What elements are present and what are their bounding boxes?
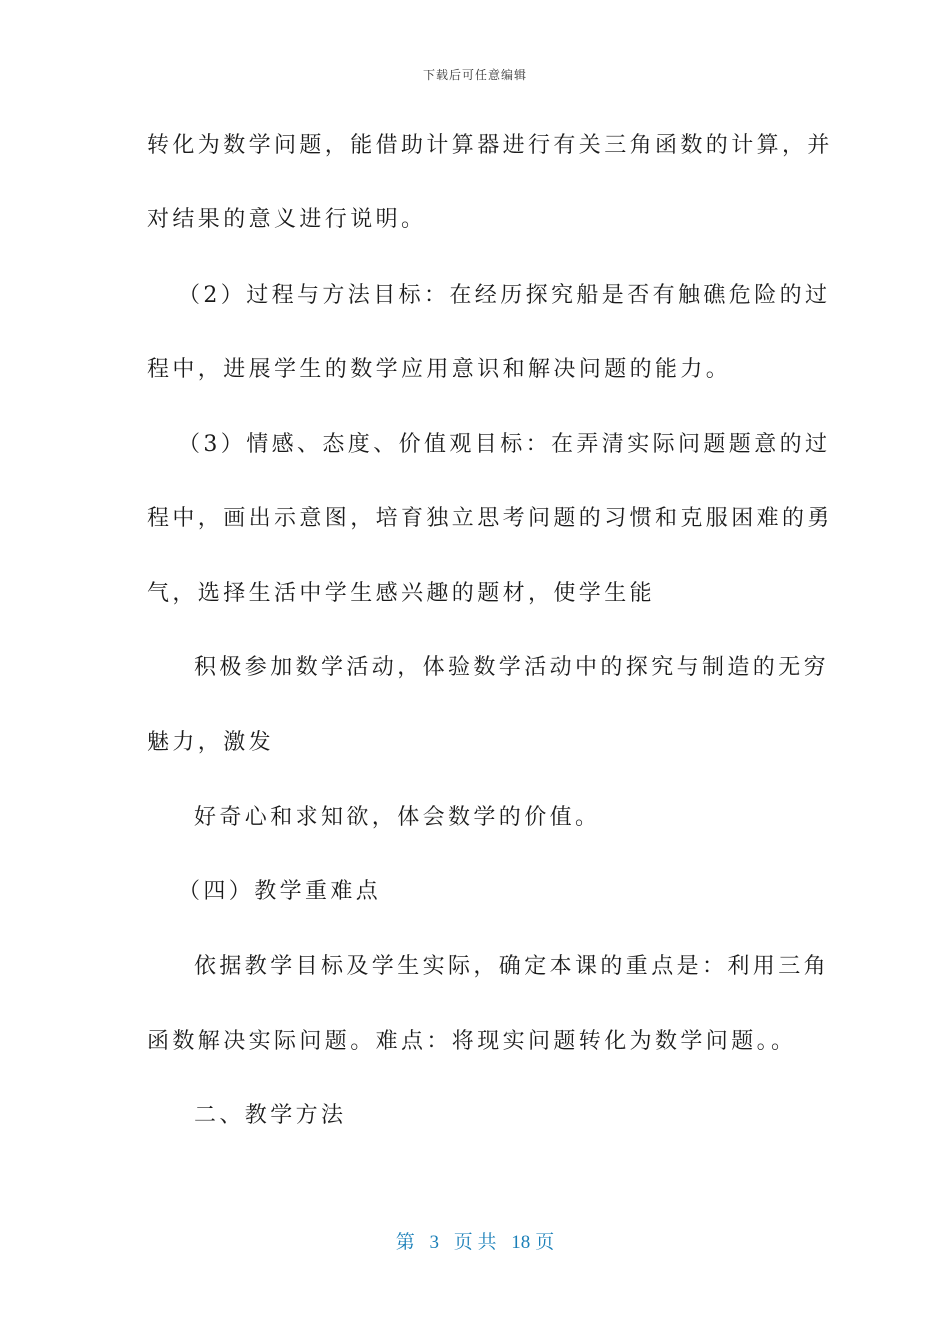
footer-middle: 页 共 <box>453 1232 497 1253</box>
text-line-7: 气，选择生活中学生感兴趣的题材，使学生能 <box>147 581 656 606</box>
page-footer <box>0 1227 950 1254</box>
text-line-5: （3）情感、态度、价值观目标：在弄清实际问题题意的过 <box>178 432 831 457</box>
footer-current-page: 3 <box>429 1232 439 1253</box>
text-line-9: 魅力，激发 <box>147 730 275 755</box>
text-line-10: 好奇心和求知欲，体会数学的价值。 <box>194 805 601 830</box>
text-line-6: 程中，画出示意图，培育独立思考问题的习惯和克服困难的勇 <box>147 506 833 531</box>
section-heading-key-points: （四）教学重难点 <box>178 879 382 904</box>
footer-prefix: 第 <box>395 1232 415 1253</box>
page-header: 下载后可任意编辑 <box>422 68 527 82</box>
section-heading-methods: 二、教学方法 <box>194 1103 347 1128</box>
text-line-8: 积极参加数学活动，体验数学活动中的探究与制造的无穷 <box>194 655 830 680</box>
text-line-13: 函数解决实际问题。难点：将现实问题转化为数学问题。。 <box>147 1029 797 1054</box>
text-line-4: 程中，进展学生的数学应用意识和解决问题的能力。 <box>147 357 732 382</box>
footer-suffix: 页 <box>535 1232 555 1253</box>
text-line-12: 依据教学目标及学生实际，确定本课的重点是：利用三角 <box>194 954 830 979</box>
text-line-1: 转化为数学问题，能借助计算器进行有关三角函数的计算，并 <box>147 133 833 158</box>
text-line-3: （2）过程与方法目标：在经历探究船是否有触礁危险的过 <box>178 283 831 308</box>
text-line-2: 对结果的意义进行说明。 <box>147 207 427 232</box>
footer-total-pages: 18 <box>511 1232 531 1253</box>
